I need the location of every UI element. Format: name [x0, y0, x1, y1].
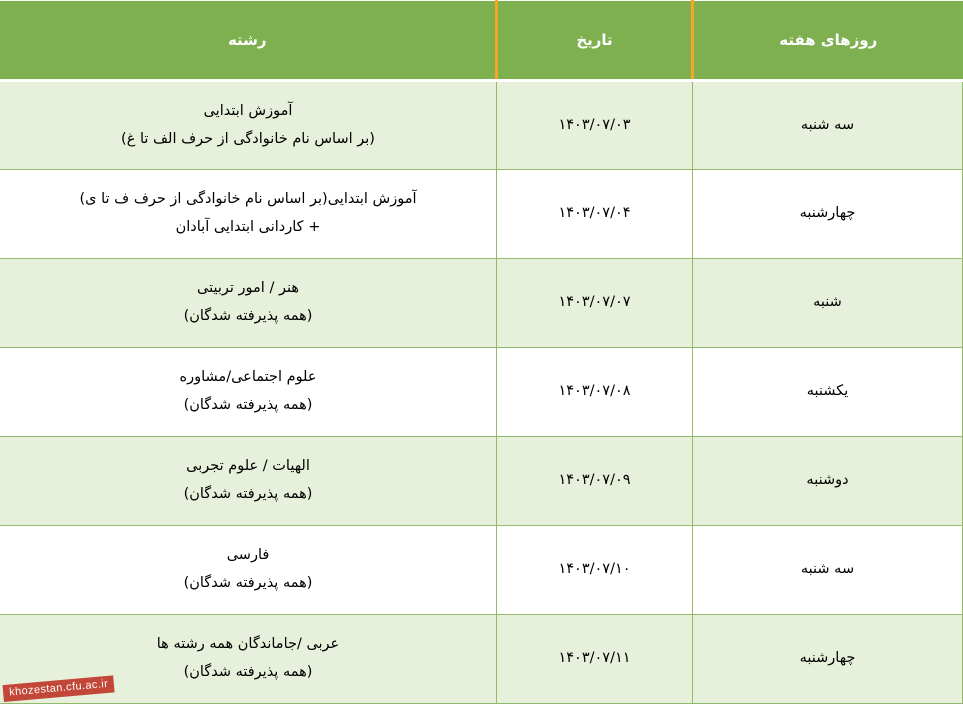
table-row [0, 526, 963, 615]
cell-week: یکشنبه [693, 348, 963, 437]
cell-major-line2: (همه پذیرفته شدگان) [183, 664, 313, 680]
cell-major-line1: آموزش ابتدایی [203, 102, 293, 119]
cell-week: چهارشنبه [693, 615, 963, 704]
column-header-major: رشته [0, 1, 497, 81]
cell-major-line1: علوم اجتماعی/مشاوره [179, 369, 317, 386]
cell-major [0, 348, 497, 437]
site-watermark: khozestan.cfu.ac.ir [3, 675, 115, 702]
cell-major-line1: فارسی [226, 547, 270, 564]
cell-major-line1: آموزش ابتدایی(بر اساس نام خانوادگی از حرف ف تا ی) [79, 191, 417, 208]
column-header-date: تاریخ [497, 1, 693, 81]
cell-major-line2: (همه پذیرفته شدگان) [183, 397, 313, 413]
table-row [0, 81, 963, 170]
cell-major-line2: (همه پذیرفته شدگان) [183, 486, 313, 502]
cell-date: ۱۴۰۳/۰۷/۰۹ [497, 437, 693, 526]
table-row [0, 348, 963, 437]
cell-week: شنبه [693, 259, 963, 348]
cell-major-line1: هنر / امور تربیتی [197, 280, 299, 297]
cell-major [0, 259, 497, 348]
cell-major [0, 81, 497, 170]
cell-date: ۱۴۰۳/۰۷/۰۷ [497, 259, 693, 348]
table-row [0, 259, 963, 348]
cell-major-line2: + کاردانی ابتدایی آبادان [175, 219, 321, 235]
cell-date: ۱۴۰۳/۰۷/۱۱ [497, 615, 693, 704]
cell-date: ۱۴۰۳/۰۷/۰۸ [497, 348, 693, 437]
table-row [0, 437, 963, 526]
cell-major [0, 170, 497, 259]
cell-date: ۱۴۰۳/۰۷/۰۳ [497, 81, 693, 170]
cell-week: دوشنبه [693, 437, 963, 526]
column-header-week: روزهای هفته [693, 1, 963, 81]
cell-major-line2: (همه پذیرفته شدگان) [183, 308, 313, 324]
cell-major-line1: عربی /جاماندگان همه رشته ها [156, 636, 340, 653]
table-header-row [0, 1, 963, 81]
cell-major-line2: (بر اساس نام خانوادگی از حرف الف تا غ) [121, 130, 375, 147]
cell-major-line1: الهیات / علوم تجربی [186, 458, 310, 475]
table-header [0, 1, 963, 81]
cell-major [0, 526, 497, 615]
cell-week: سه شنبه [693, 526, 963, 615]
cell-week: چهارشنبه [693, 170, 963, 259]
cell-week: سه شنبه [693, 81, 963, 170]
cell-date: ۱۴۰۳/۰۷/۰۴ [497, 170, 693, 259]
table-row [0, 170, 963, 259]
table-row [0, 615, 963, 704]
cell-date: ۱۴۰۳/۰۷/۱۰ [497, 526, 693, 615]
table-body [0, 81, 963, 704]
cell-major [0, 437, 497, 526]
cell-major-line2: (همه پذیرفته شدگان) [183, 575, 313, 591]
